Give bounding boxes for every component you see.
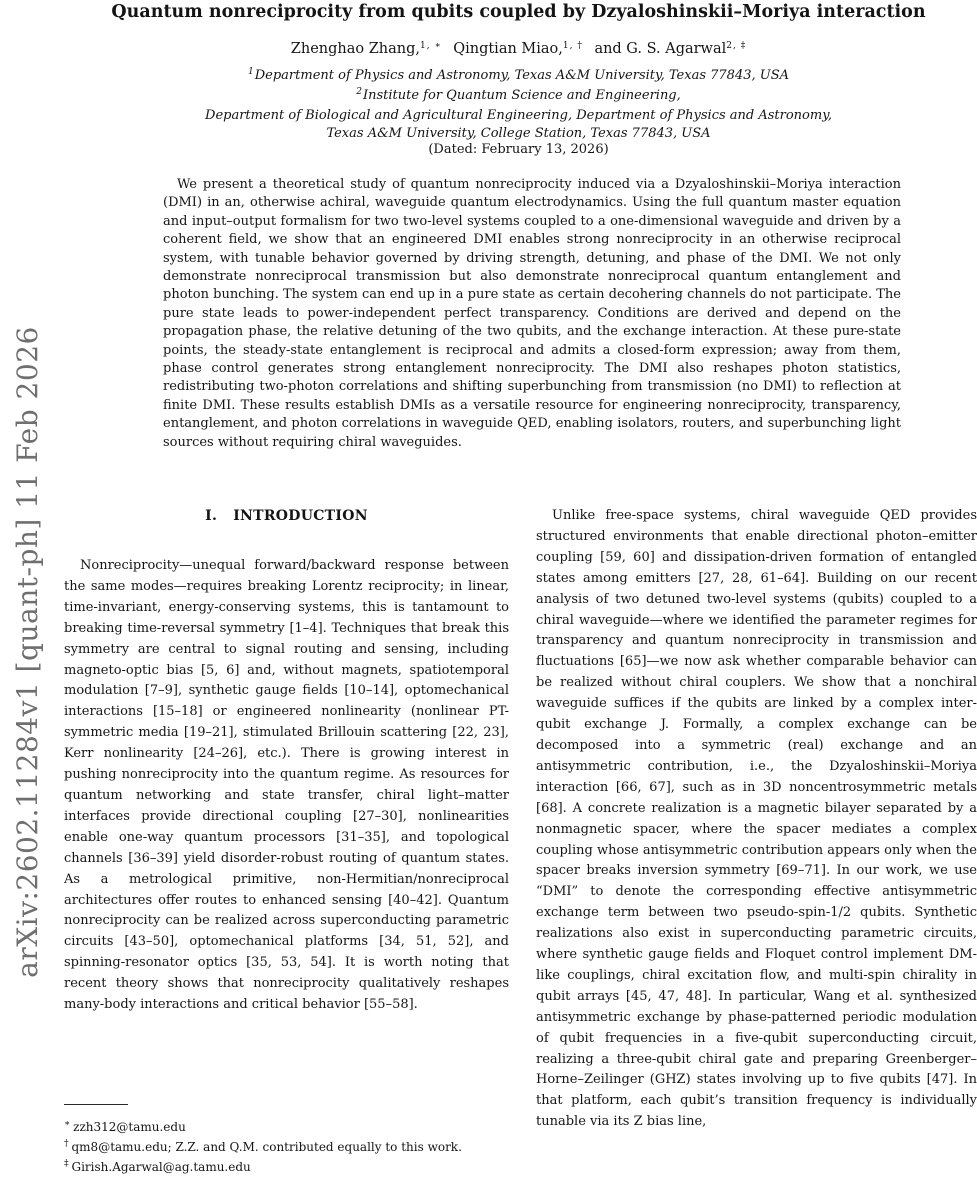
author-3 [594,41,746,57]
author-line [60,41,977,57]
author-2-affil-marks: 1, † [562,41,583,52]
author-1 [291,41,442,57]
right-column-paragraph: Unlike free-space systems, chiral waveguide QED provides structured environments that enable directional photon–emitter coupling [59, 60] and dissipation-driven formation of entangled states among emitters [27, 28, 61–64]. Building on our recent analysis of two detuned two-level systems (qubits) coupled to a chiral waveguide—where we identified the parameter regimes for transparency and quantum nonreciprocity in transmission and fluctuations [65]—we now ask whether comparable behavior can be realized without chiral couplers. We show that a nonchiral waveguide suffices if the qubits are linked by a complex inter-qubit exchange J. Formally, a complex exchange can be decomposed into a symmetric (real) exchange and an antisymmetric contribution, i.e., the Dzyaloshinskii–Moriya interaction [66, 67], such as in 3D noncentrosymmetric metals [68]. A concrete realization is a magnetic bilayer separated by a nonmagnetic spacer, where the spacer mediates a complex coupling whose antisymmetric contribution appears only when the spacer breaks inversion symmetry [69–71]. In our work, we use “DMI” to denote the corresponding effective antisymmetric exchange term between two pseudo-spin-1/2 qubits. Synthetic realizations also exist in superconducting parametric circuits, where synthetic gauge fields and Floquet control implement DM-like couplings, chiral excitation flow, and multi-spin chirality in qubit arrays [45, 47, 48]. In particular, Wang et al. synthesized antisymmetric exchange by phase-patterned periodic modulation of qubit frequencies in a five-qubit superconducting circuit, realizing a three-qubit chiral gate and preparing Greenberger–Horne–Zeilinger (GHZ) states involving up to five qubits [47]. In that platform, each qubit’s transition frequency is individually tunable via its Z bias line, [536,508,977,1130]
affiliation-1-text: Department of Physics and Astronomy, Texas A&M University, Texas 77843, USA [254,68,789,83]
footnote-corresponding-email-3 [64,1158,514,1178]
footnote-3-symbol: ‡ [64,1159,69,1170]
author-3-name: and G. S. Agarwal [594,41,727,57]
left-column-paragraph: Nonreciprocity—unequal forward/backward response between the same modes—requires breaking Lorentz reciprocity; in linear, time-invariant, energy-conserving systems, this is tantamount to breaking time-reversal symmetry [1–4]. Techniques that break this symmetry are central to signal routing and sensing, including magneto-optic bias [5, 6] and, without magnets, spatiotemporal modulation [7–9], synthetic gauge fields [10–14], optomechanical interactions [15–18] or engineered nonlinearity (nonlinear PT-symmetric media [19–21], stimulated Brillouin scattering [22, 23], Kerr nonlinearity [24–26], etc.). There is growing interest in pushing nonreciprocity into the quantum regime. As resources for quantum networking and state transfer, chiral light–matter interfaces provide directional coupling [27–30], nonlinearities enable one-way quantum processors [31–35], and topological channels [36–39] yield disorder-robust routing of quantum states. As a metrological primitive, non-Hermitian/nonreciprocal architectures offer routes to enhanced sensing [40–42]. Quantum nonreciprocity can be realized across superconducting parametric circuits [43–50], optomechanical platforms [34, 51, 52], and spinning-resonator optics [35, 53, 54]. It is worth noting that recent theory shows that nonreciprocity qualitatively reshapes many-body interactions and critical behavior [55–58]. [64,558,509,1013]
footnote-corresponding-email-1 [64,1118,514,1138]
footnote-rule [64,1104,128,1105]
footnote-2-symbol: † [64,1139,69,1150]
arxiv-watermark: arXiv:2602.11284v1 [quant-ph] 11 Feb 2026 [11,326,44,978]
author-1-name: Zhenghao Zhang, [290,41,421,57]
footnote-2-text: qm8@tamu.edu; Z.Z. and Q.M. contributed equally to this work. [71,1140,462,1155]
affiliation-2-text: Institute for Quantum Science and Engineering, [362,87,681,103]
author-2-name: Qingtian Miao, [453,41,563,57]
abstract: We present a theoretical study of quantum nonreciprocity induced via a Dzyaloshinskii–Moriya interaction (DMI) in an, otherwise achiral, waveguide quantum electrodynamics. Using the full quantum master equation and input–output formalism for two two-level systems coupled to a one-dimensional waveguide and driven by a coherent field, we show that an engineered DMI enables strong nonreciprocity in an otherwise reciprocal system, with tunable behavior governed by driving strength, detuning, and phase of the DMI. We not only demonstrate nonreciprocal transmission but also demonstrate nonreciprocal quantum entanglement and photon bunching. The system can end up in a pure state as certain decohering channels do not participate. The pure state leads to power-independent perfect transparency. Conditions are derived and depend on the propagation phase, the relative detuning of the two qubits, and the exchange interaction. At these pure-state points, the steady-state entanglement is reciprocal and admits a closed-form expression; away from them, phase control generates strong entanglement nonreciprocity. The DMI also reshapes photon statistics, redistributing two-photon correlations and shifting superbunching from transmission (no DMI) to reflection at finite DMI. These results establish DMIs as a versatile resource for engineering nonreciprocity, transparency, entanglement, and photon correlations in waveguide QED, enabling isolators, routers, and superbunching light sources without requiring chiral waveguides. [163,177,901,450]
footnote-block [64,1104,514,1179]
author-3-affil-marks: 2, ‡ [726,41,747,52]
affiliation-line-3 [60,107,977,126]
affiliation-line-2 [60,87,977,107]
dated-line: (Dated: February 13, 2026) [428,142,609,157]
footnote-1-text: zzh312@tamu.edu [73,1120,186,1134]
section-title: INTRODUCTION [233,508,368,524]
affiliation-4-text: Texas A&M University, College Station, Texas 77843, USA [326,126,711,142]
author-1-affil-marks: 1, ∗ [420,41,442,52]
section-number: I. [205,508,218,524]
section-heading-introduction [64,508,509,524]
right-column [536,506,977,1198]
paper-title: Quantum nonreciprocity from qubits coupled by Dzyaloshinskii–Moriya interaction [111,2,926,22]
footnote-corresponding-email-2 [64,1138,514,1158]
affiliation-2-mark: 2 [356,86,363,97]
affiliation-line-1 [60,67,977,87]
author-2 [453,41,583,57]
affiliation-block [60,67,977,144]
footnote-3-text: Girish.Agarwal@ag.tamu.edu [71,1160,251,1175]
affiliation-1-mark: 1 [248,67,255,78]
affiliation-3-text: Department of Biological and Agricultural Engineering, Department of Physics and Astronomy, [205,107,832,123]
left-column [64,556,509,1096]
footnote-1-symbol: ∗ [64,1119,71,1130]
